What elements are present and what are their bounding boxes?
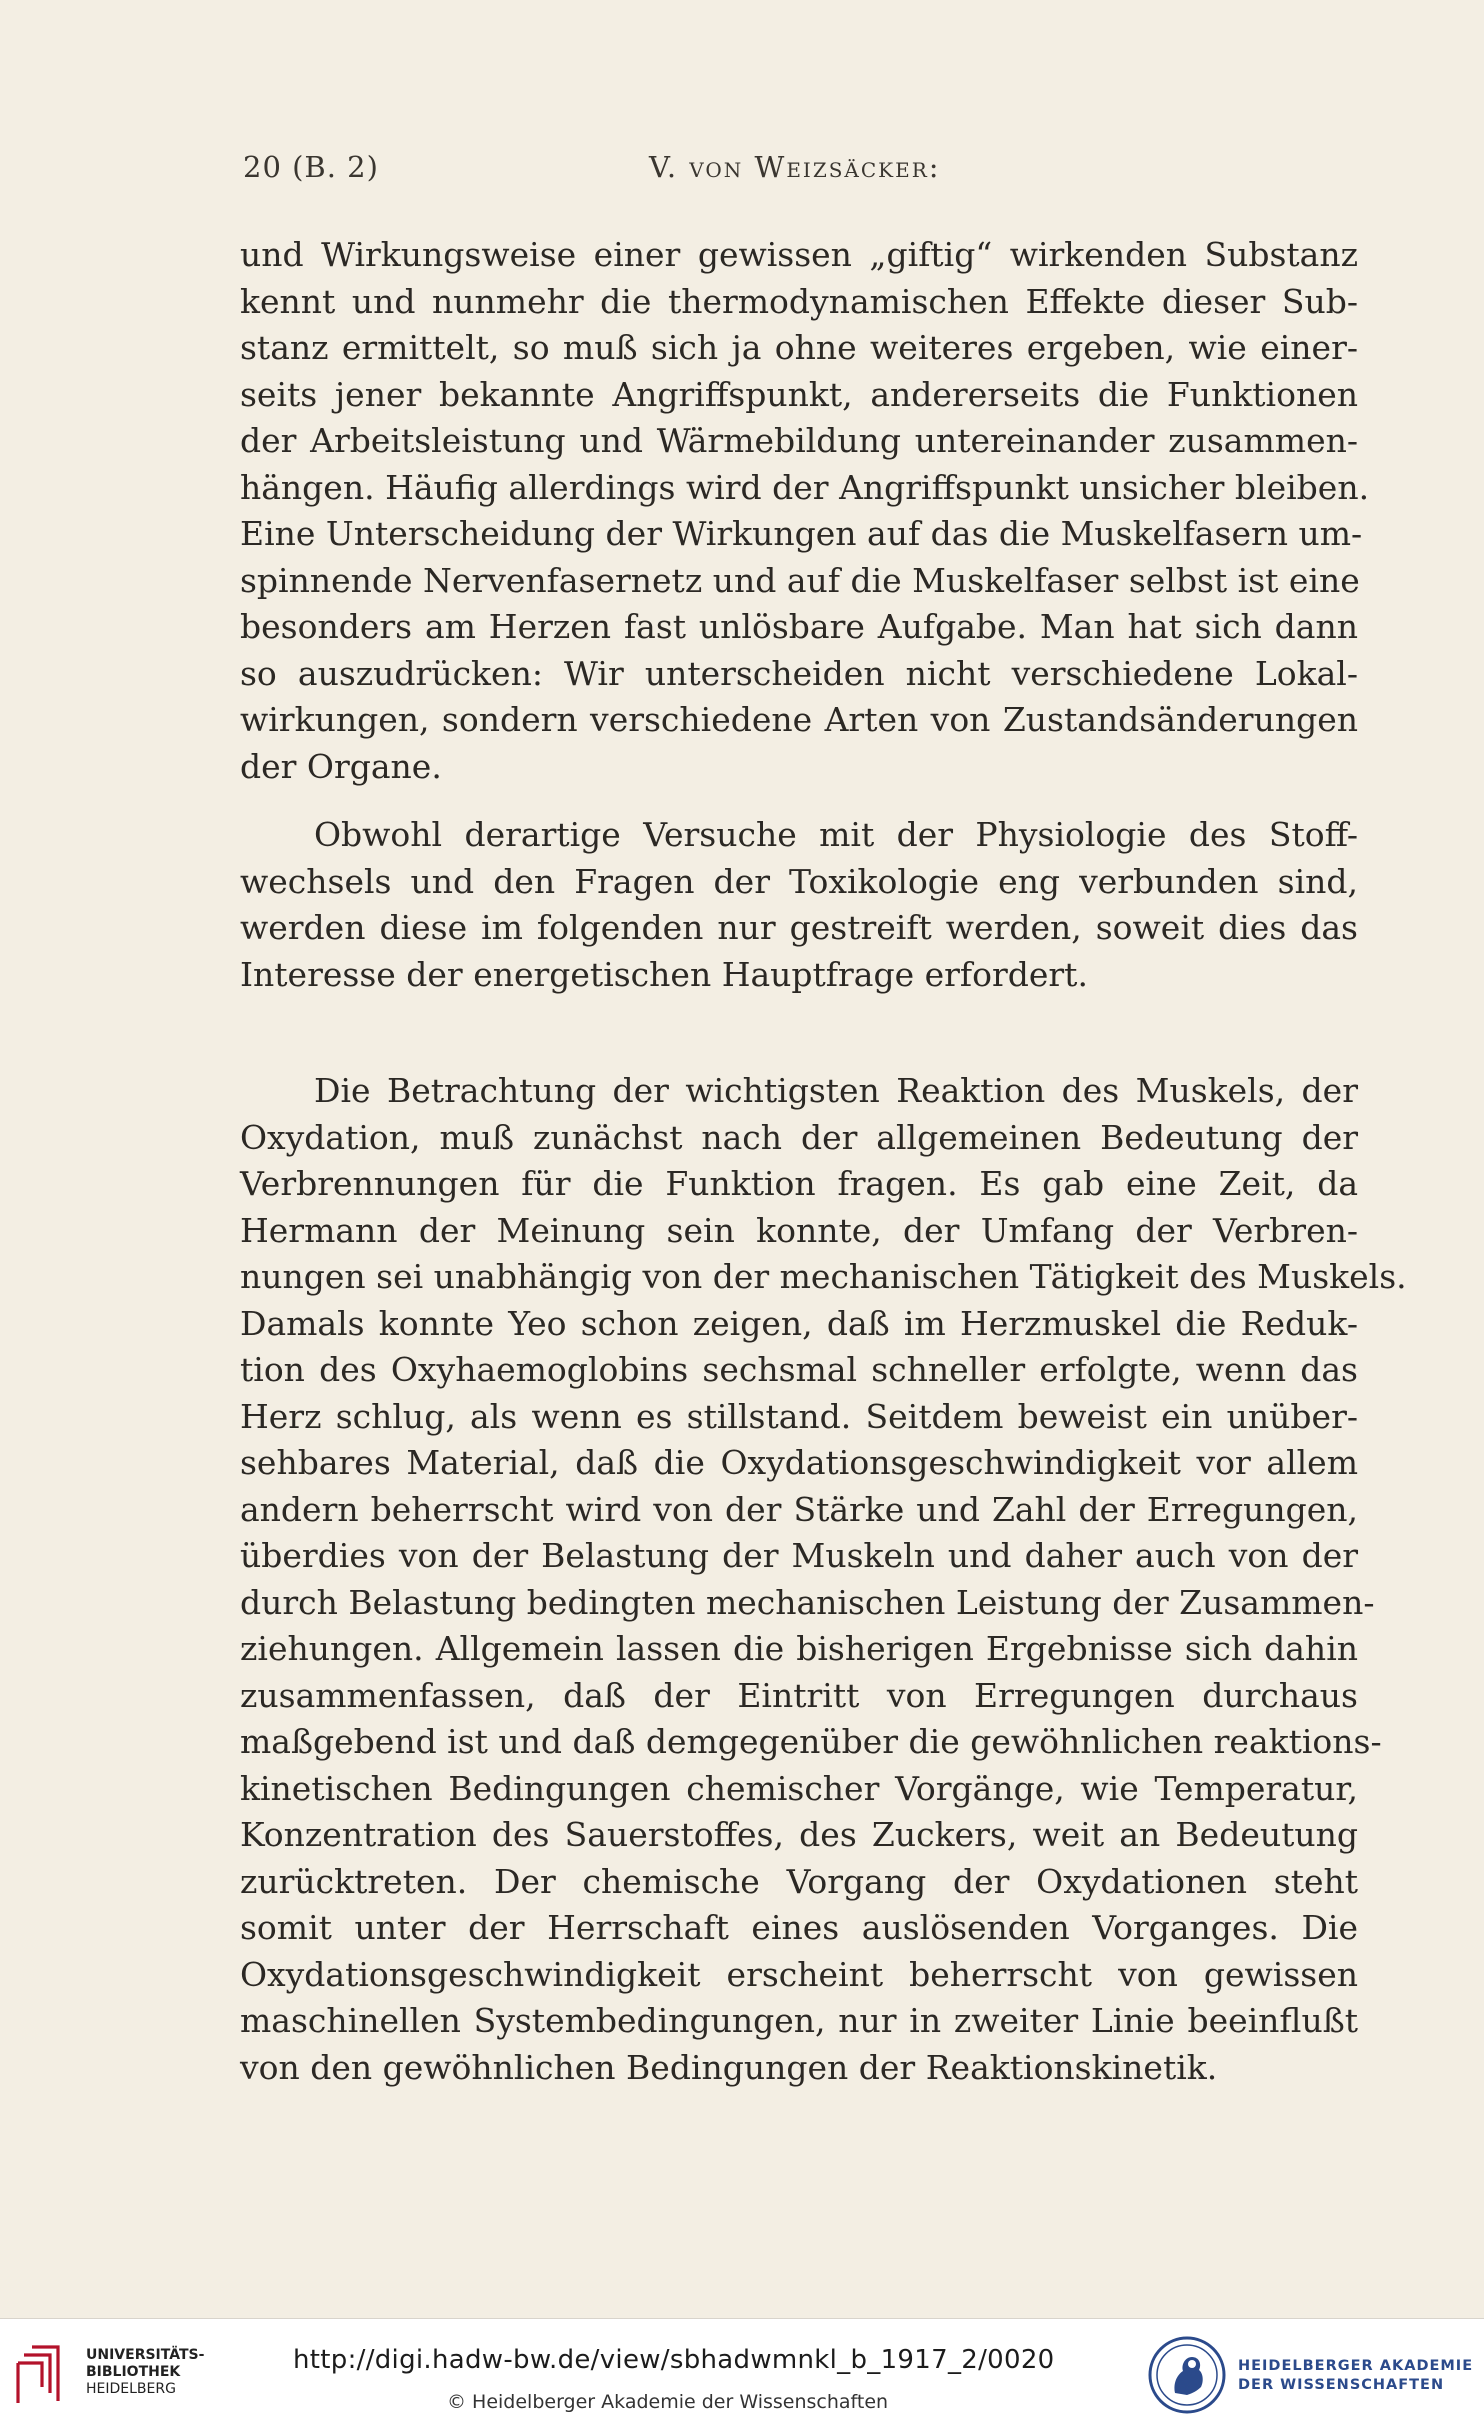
academy-name-line1: HEIDELBERGER AKADEMIE [1238,2358,1474,2374]
text-line: Oxydation, muß zunächst nach der allgemeinen Bedeutung der [240,1117,1358,1157]
text-line: Verbrennungen für die Funktion fragen. Es gab eine Zeit, da [240,1164,1358,1203]
text-line: Herz schlug, als wenn es stillstand. Seitdem beweist ein unüber- [240,1396,1358,1436]
academy-name-line2: DER WISSENSCHAFTEN [1238,2377,1445,2393]
text-line: ziehungen. Allgemein lassen die bisherigen Ergebnisse sich dahin [240,1629,1358,1668]
text-line: maßgebend ist und daß demgegenüber die gewöhnlichen reaktions- [240,1722,1382,1761]
text-line: Die Betrachtung der wichtigsten Reaktion des Muskels, der [314,1071,1358,1110]
text-line: so auszudrücken: Wir unterscheiden nicht verschiedene Lokal- [240,653,1358,693]
text-line: zusammenfassen, daß der Eintritt von Erregungen durchaus [240,1675,1358,1715]
text-line: kinetischen Bedingungen chemischer Vorgänge, wie Temperatur, [240,1768,1358,1808]
text-line: stanz ermittelt, so muß sich ja ohne weiteres ergeben, wie einer- [240,328,1358,367]
text-line: spinnende Nervenfasernetz und auf die Muskelfaser selbst ist eine [240,560,1360,600]
text-line: nungen sei unabhängig von der mechanischen Tätigkeit des Muskels. [240,1257,1407,1296]
library-city: HEIDELBERG [86,2381,176,2397]
text-line: von den gewöhnlichen Bedingungen der Reaktionskinetik. [240,2047,1218,2087]
text-line: besonders am Herzen fast unlösbare Aufgabe. Man hat sich dann [240,607,1358,646]
text-line: Konzentration des Sauerstoffes, des Zuckers, weit an Bedeutung [240,1815,1358,1854]
text-line: Interesse der energetischen Hauptfrage erfordert. [240,954,1088,994]
university-library-name [86,2347,204,2398]
copyright-notice: © Heidelberger Akademie der Wissenschaften [447,2391,889,2413]
page-reference: 20 (B. 2) [243,150,379,184]
digitization-footer [0,2318,1484,2426]
text-line: werden diese im folgenden nur gestreift werden, soweit dies das [240,908,1358,947]
text-line: Hermann der Meinung sein konnte, der Umfang der Verbren- [240,1210,1358,1250]
text-line: hängen. Häufig allerdings wird der Angriffspunkt unsicher bleiben. [240,467,1370,507]
text-line: somit unter der Herrschaft eines auslösenden Vorganges. Die [240,1908,1358,1947]
text-line: wirkungen, sondern verschiedene Arten von Zustandsänderungen [240,700,1358,739]
text-line: wechsels und den Fragen der Toxikologie eng verbunden sind, [240,861,1358,901]
text-line: tion des Oxyhaemoglobins sechsmal schneller erfolgte, wenn das [240,1350,1358,1389]
text-line: seits jener bekannte Angriffspunkt, andererseits die Funktionen [240,374,1358,414]
library-name-line2: BIBLIOTHEK [86,2364,181,2380]
text-line: zurücktreten. Der chemische Vorgang der Oxydationen steht [240,1861,1358,1901]
academy-name [1238,2357,1473,2395]
academy-seal-icon [1147,2335,1227,2415]
text-line: Obwohl derartige Versuche mit der Physiologie des Stoff- [314,815,1358,854]
paragraph-1 [240,232,1370,790]
text-line: und Wirkungsweise einer gewissen „giftig“ wirkenden Substanz [240,235,1358,274]
text-line: durch Belastung bedingten mechanischen Leistung der Zusammen- [240,1582,1375,1622]
permalink-url[interactable]: http://digi.hadw-bw.de/view/sbhadwmnkl_b_1917_2/0020 [293,2345,1055,2375]
library-name-line1: UNIVERSITÄTS- [86,2347,205,2363]
text-line: andern beherrscht wird von der Stärke und Zahl der Erregungen, [240,1489,1358,1529]
text-line: der Organe. [240,746,442,786]
text-line: Damals konnte Yeo schon zeigen, daß im Herzmuskel die Reduk- [240,1303,1358,1343]
university-library-logo-icon [14,2341,76,2407]
running-head-author: V. von Weizsäcker: [649,150,941,184]
text-line: kennt und nunmehr die thermodynamischen Effekte dieser Sub- [240,281,1358,321]
paragraph-2 [240,812,1358,998]
text-line: überdies von der Belastung der Muskeln und daher auch von der [240,1536,1358,1575]
text-line: maschinellen Systembedingungen, nur in zweiter Linie beeinflußt [240,2001,1358,2040]
text-line: der Arbeitsleistung und Wärmebildung untereinander zusammen- [240,421,1358,460]
text-line: sehbares Material, daß die Oxydationsgeschwindigkeit vor allem [240,1443,1358,1482]
text-line: Oxydationsgeschwindigkeit erscheint beherrscht von gewissen [240,1954,1358,1994]
text-line: Eine Unterscheidung der Wirkungen auf das die Muskelfasern um- [240,514,1363,553]
paragraph-3 [240,1068,1407,2091]
